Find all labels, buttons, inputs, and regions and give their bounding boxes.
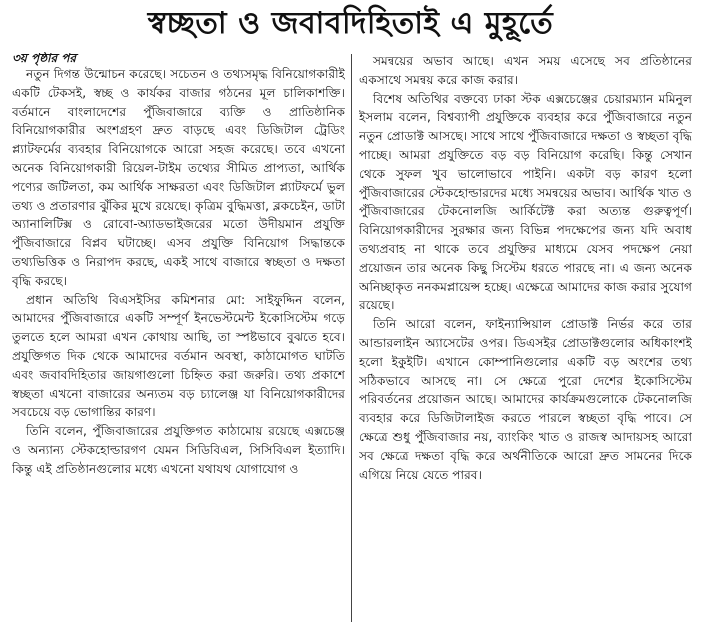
paragraph: তিনি বলেন, পুঁজিবাজারের প্রযুক্তিগত কাঠামোয় রয়েছে এক্সচেঞ্জ ও অন্যান্য স্টেকহোল্ডারগণ যেমন সিডিবিএল, সিসিবিএল ইত্যাদি। কিন্তু এই প্রতিষ্ঠানগুলোর মধ্যে এখনো যথাযথ যোগাযোগ ও xyxy=(12,424,345,476)
column-divider xyxy=(351,54,352,622)
paragraph: প্রধান অতিথি বিএসইসির কমিশনার মো: সাইফুদ্দিন বলেন, আমাদের পুঁজিবাজারে একটি সম্পূর্ণ ইনভেস্টমেন্ট ইকোসিস্টেম গড়ে তুলতে হলে আমরা এখন কোথায় আছি, তা স্পষ্টভাবে বুঝতে হবে। প্রযুক্তিগত দিক থেকে আমাদের বর্তমান অবস্থা, কাঠামোগত ঘাটতি এবং জবাবদিহিতার জায়গাগুলো চিহ্নিত করা জরুরি। তথ্য প্রকাশে স্বচ্ছতা এখনো বাজারের অন্যতম বড় চ্যালেঞ্জ যা বিনিয়োগকারীদের সবচেয়ে বড় ভোগান্তির কারণ। xyxy=(12,292,345,420)
article-column-right xyxy=(359,52,692,624)
paragraph: নতুন দিগন্ত উন্মোচন করেছে। সচেতন ও তথ্যসমৃদ্ধ বিনিয়োগকারীই একটি টেকসই, স্বচ্ছ ও কার্যকর বাজার গঠনের মূল চালিকাশক্তি। বর্তমানে বাংলাদেশের পুঁজিবাজারে ব্যক্তি ও প্রাতিষ্ঠানিক বিনিয়োগকারীর অংশগ্রহণ দ্রুত বাড়ছে এবং ডিজিটাল ট্রেডিং প্ল্যাটফর্মের ব্যবহার বিনিয়োগকে আরো সহজ করেছে। তবে এখনো অনেক বিনিয়োগকারী রিয়েল-টাইম তথ্যের সীমিত প্রাপ্যতা, আর্থিক পণ্যের জটিলতা, কম আর্থিক সাক্ষরতা এবং ডিজিটাল প্ল্যাটফর্মে ভুল তথ্য ও প্রতারণার ঝুঁকির মুখে রয়েছে। কৃত্রিম বুদ্ধিমত্তা, ব্লকচেইন, ডাটা অ্যানালিটিক্স ও রোবো-অ্যাডভাইজরের মতো উদীয়মান প্রযুক্তি পুঁজিবাজারে বিপ্লব ঘটাচ্ছে। এসব প্রযুক্তি বিনিয়োগ সিদ্ধান্তকে তথ্যভিত্তিক ও নিরাপদ করছে, একই সাথে বাজারে স্বচ্ছতা ও দক্ষতা বৃদ্ধি করছে। xyxy=(12,67,345,288)
headline: স্বচ্ছতা ও জবাবদিহিতাই এ মুহূর্তে xyxy=(147,6,554,41)
paragraph: সমন্বয়ের অভাব আছে। এখন সময় এসেছে সব প্রতিষ্ঠানের একসাথে সমন্বয় করে কাজ করার। xyxy=(359,54,692,87)
article-column-left xyxy=(12,52,345,624)
continued-from-label: ৩য় পৃষ্ঠার পর xyxy=(12,52,77,65)
paragraph: বিশেষ অতিথির বক্তব্যে ঢাকা স্টক এক্সচেঞ্জের চেয়ারম্যান মমিনুল ইসলাম বলেন, বিশ্বব্যাপী প্রযুক্তিকে ব্যবহার করে পুঁজিবাজারে নতুন নতুন প্রোডাক্ট আসছে। সাথে সাথে পুঁজিবাজারে দক্ষতা ও স্বচ্ছতা বৃদ্ধি পাচ্ছে। আমরা প্রযুক্তিতে বড় বড় বিনিয়োগ করেছি। কিন্তু সেখান থেকে সুফল খুব ভালোভাবে পাইনি। একটা বড় কারণ হলো পুঁজিবাজারের স্টেকহোল্ডারদের মধ্যে সমন্বয়ের অভাব। আর্থিক খাত ও পুঁজিবাজারের টেকনোলজি আর্কিটেক্ট করা অত্যন্ত গুরুত্বপূর্ণ। বিনিয়োগকারীদের সুরক্ষার জন্য বিভিন্ন পদক্ষেপের জন্য যদি অবাধ তথ্যপ্রবাহ না থাকে তবে প্রযুক্তির মাধ্যমে যেসব পদক্ষেপ নেয়া প্রয়োজন তার অনেক কিছু সিস্টেম ধরতে পারছে না। এ জন্য অনেক অনিচ্ছাকৃত ননকমপ্লায়েন্স হচ্ছে। এক্ষেত্রে আমাদের কাজ করার সুযোগ রয়েছে। xyxy=(359,91,692,313)
paragraph: তিনি আরো বলেন, ফাইন্যান্সিয়াল প্রোডাক্ট নির্ভর করে তার আন্ডারলাইন অ্যাসেটের ওপর। ডিএসইর প্রোডাক্টগুলোর অধিকাংশই হলো ইকুইটি। এখানে কোম্পানিগুলোর একটি বড় অংশের তথ্য সঠিকভাবে আসছে না। সে ক্ষেত্রে পুরো দেশের ইকোসিস্টেম পরিবর্তনের প্রয়োজন আছে। আমাদের কার্যক্রমগুলোকে টেকনোলজি ব্যবহার করে ডিজিটালাইজ করতে পারলে স্বচ্ছতা বৃদ্ধি পাবে। সে ক্ষেত্রে শুধু পুঁজিবাজার নয়, ব্যাংকিং খাত ও রাজস্ব আদায়সহ আরো সব ক্ষেত্রে দক্ষতা বৃদ্ধি করে অর্থনীতিকে আরো দ্রুত সামনের দিকে এগিয়ে নিয়ে যেতে পারব। xyxy=(359,317,692,482)
